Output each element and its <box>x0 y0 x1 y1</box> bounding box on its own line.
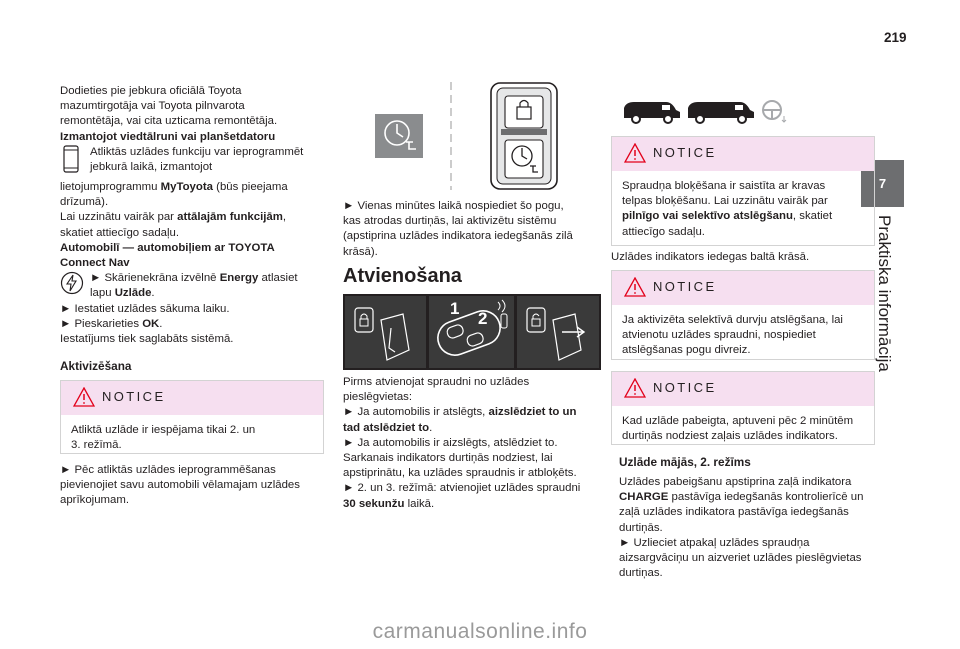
home-line <box>619 490 881 505</box>
more-info-line2: skatiet attiecīgo sadaļu. <box>60 226 180 239</box>
after-programming <box>60 463 330 509</box>
before-unplug-text <box>343 375 605 512</box>
step1-a: ► Skārienekrāna izvēlnē <box>90 272 220 285</box>
notice-header <box>612 372 874 406</box>
steering-wheel-icon <box>763 101 786 122</box>
home-charging-heading: Uzlāde mājās, 2. režīms <box>619 455 751 469</box>
intro-line: Dodieties pie jebkura oficiālā Toyota <box>60 85 242 97</box>
intro-line: remontētāja, vai cita uzticama remontētāja. <box>60 115 278 128</box>
selective-unlock: pilnīgo vai selektīvo atslēgšanu <box>622 210 793 223</box>
unlock-heading: Atvienošana <box>343 265 462 287</box>
more-info <box>60 210 330 225</box>
notice-title: NOTICE <box>102 389 166 404</box>
notice-header <box>61 381 323 415</box>
after-line: aprīkojumam. <box>60 494 130 507</box>
column-1 <box>60 84 330 347</box>
press-line: krāsā). <box>343 245 378 258</box>
remote-functions-link: attālajām funkcijām <box>177 211 283 224</box>
step1-c: lapu <box>90 287 115 300</box>
soon-text: drīzumā). <box>60 196 109 209</box>
notice-after: , skatiet <box>792 210 833 223</box>
notice-text: 3. režīmā. <box>71 439 122 452</box>
nav-heading-line2: Connect Nav <box>60 257 130 270</box>
notice-text: Ja aktivizēta selektīvā durvju atslēgšana, lai <box>622 314 843 326</box>
notice-body <box>61 415 323 461</box>
notice-text: Kad uzlāde pabeigta, aptuveni pēc 2 minūtēm <box>622 415 854 427</box>
app-line-prefix: lietojumprogrammu <box>60 181 161 194</box>
energy-menu: Energy <box>219 272 259 285</box>
step1-b: atlasiet <box>258 272 298 285</box>
warning-icon <box>624 143 646 163</box>
notice-title: NOTICE <box>653 145 717 160</box>
step-ok <box>60 317 330 332</box>
intro-line: mazumtirgotāja vai Toyota pilnvarota <box>60 100 245 113</box>
unlocked-line: ► Ja automobilis ir aizslēgts, atslēdziet to. <box>343 436 558 449</box>
charge-plug-icon <box>60 271 86 300</box>
more-suffix: , <box>282 211 287 224</box>
locked-step-line2 <box>343 421 605 436</box>
notice-header <box>612 271 874 305</box>
step-energy-line2 <box>90 286 298 301</box>
before-line: Pirms atvienojat spraudni no uzlādes <box>343 376 530 388</box>
figure-step-1: 1 <box>450 299 460 318</box>
notice-title: NOTICE <box>653 380 717 395</box>
home-line: aizsargvāciņu un aizveriet uzlādes pieslēgvietas <box>619 552 862 565</box>
home-line: durtiņas. <box>619 567 663 580</box>
home-line: durtiņās. <box>619 521 663 534</box>
notice-text: Atliktā uzlāde ir iespējama tikai 2. un <box>71 424 256 436</box>
step-energy <box>90 271 298 286</box>
notice-body <box>612 305 874 367</box>
notice-box-1 <box>60 380 324 454</box>
home-line: Uzlādes pabeigšanu apstiprina zaļā indikatora <box>619 476 852 488</box>
notice-box-3 <box>611 270 875 360</box>
nav-heading: Automobilī — automobiļiem ar TOYOTA <box>60 241 275 254</box>
van-long-icon <box>688 102 754 123</box>
notice-text: atslēgšanas pogu divreiz. <box>622 344 751 357</box>
step3-b: . <box>159 317 163 330</box>
step3-a: ► Pieskarieties <box>60 317 143 330</box>
notice-body <box>612 406 874 452</box>
press-button-text <box>343 199 605 260</box>
mode-line2 <box>343 497 605 512</box>
charge-label: CHARGE <box>619 491 669 504</box>
before-line: pieslēgvietas: <box>343 391 413 404</box>
energy-row <box>60 271 330 301</box>
after-line: pievienojiet savu automobili vēlamajam uzlādes <box>60 479 300 492</box>
warning-icon <box>624 378 646 398</box>
unlocked-line: apstiprinātu, ka uzlādes spraudnis ir atbloķēts. <box>343 467 577 480</box>
smartphone-row <box>60 145 330 180</box>
press-line: ► Vienas minūtes laikā nospiediet šo pogu, <box>343 200 564 212</box>
unlock-figure <box>343 294 601 370</box>
locked-bold: aizslēdziet to un <box>488 406 577 419</box>
notice-body <box>612 171 874 248</box>
notice-title: NOTICE <box>653 279 717 294</box>
chapter-title-text: Praktiska informācija <box>875 215 894 372</box>
white-indicator-text: Uzlādes indikators iedegas baltā krāsā. <box>611 251 810 263</box>
notice-header <box>612 137 874 171</box>
chapter-tab[interactable]: 7 <box>861 160 904 207</box>
locked-step <box>343 405 605 420</box>
locked-a: ► Ja automobilis ir atslēgts, <box>343 406 489 419</box>
thirty-seconds: 30 sekunžu <box>343 497 405 510</box>
smartphone-heading: Izmantojot viedtālruni vai planšetdatoru <box>60 130 276 143</box>
smartphone-text: Atliktās uzlādes funkciju var ieprogrammēt <box>90 145 304 158</box>
press-line: (apstiprina uzlādes indikatora iedegšanās zilā <box>343 230 573 243</box>
warning-icon <box>73 387 95 407</box>
home-charging-text <box>619 475 881 581</box>
saved-text: Iestatījums tiek saglabāts sistēmā. <box>60 333 234 346</box>
notice-text: durtiņās nodziest zaļais uzlādes indikators. <box>622 430 838 443</box>
ok-label: OK <box>142 317 160 330</box>
more-prefix: Lai uzzinātu vairāk par <box>60 211 178 224</box>
home-line2: pastāvīga iedegšanās kontrolierīcē un <box>668 491 864 504</box>
vehicle-icons <box>622 96 792 128</box>
charge-button-figure <box>375 82 575 190</box>
notice-box-2 <box>611 136 875 246</box>
mode-b: laikā. <box>404 497 435 510</box>
locked-end: . <box>429 421 433 434</box>
notice-text: atvienotu uzlādes spraudni, nospiediet <box>622 329 816 342</box>
warning-icon <box>624 277 646 297</box>
step-time: ► Iestatiet uzlādes sākuma laiku. <box>60 302 230 315</box>
smartphone-text: jebkurā laikā, izmantojot <box>90 161 213 174</box>
notice-text: telpas bloķēšanu. Lai uzzinātu vairāk par <box>622 195 828 208</box>
app-line-suffix: (būs pieejama <box>212 181 288 194</box>
press-line: kas atrodas durtiņās, lai aktivizētu sistēmu <box>343 215 557 228</box>
mode-line: ► 2. un 3. režīmā: atvienojiet uzlādes spraudni <box>343 482 581 495</box>
unlocked-line: Sarkanais indikators durtiņās nodziest, lai <box>343 452 553 465</box>
charge-page: Uzlāde <box>114 287 152 300</box>
notice-box-4 <box>611 371 875 445</box>
home-line: zaļā uzlādes indikatora pastāvīga iedegšanās <box>619 506 849 519</box>
step1-d: . <box>151 287 155 300</box>
home-line: ► Uzlieciet atpakaļ uzlādes spraudņa <box>619 536 810 549</box>
watermark: carmanualsonline.info <box>372 620 588 643</box>
after-line: ► Pēc atliktās uzlādes ieprogrammēšanas <box>60 464 276 476</box>
app-line <box>60 180 330 195</box>
page-number: 219 <box>884 30 907 45</box>
figure-step-2: 2 <box>478 309 488 328</box>
van-short-icon <box>624 102 680 123</box>
notice-text <box>622 209 864 224</box>
notice-text: attiecīgo sadaļu. <box>622 225 705 238</box>
locked-bold2: tad atslēdziet to <box>343 421 430 434</box>
activation-heading: Aktivizēšana <box>60 359 132 373</box>
app-name: MyToyota <box>160 181 213 194</box>
notice-text: Spraudņa bloķēšana ir saistīta ar kravas <box>622 180 826 192</box>
smartphone-icon <box>60 145 86 180</box>
